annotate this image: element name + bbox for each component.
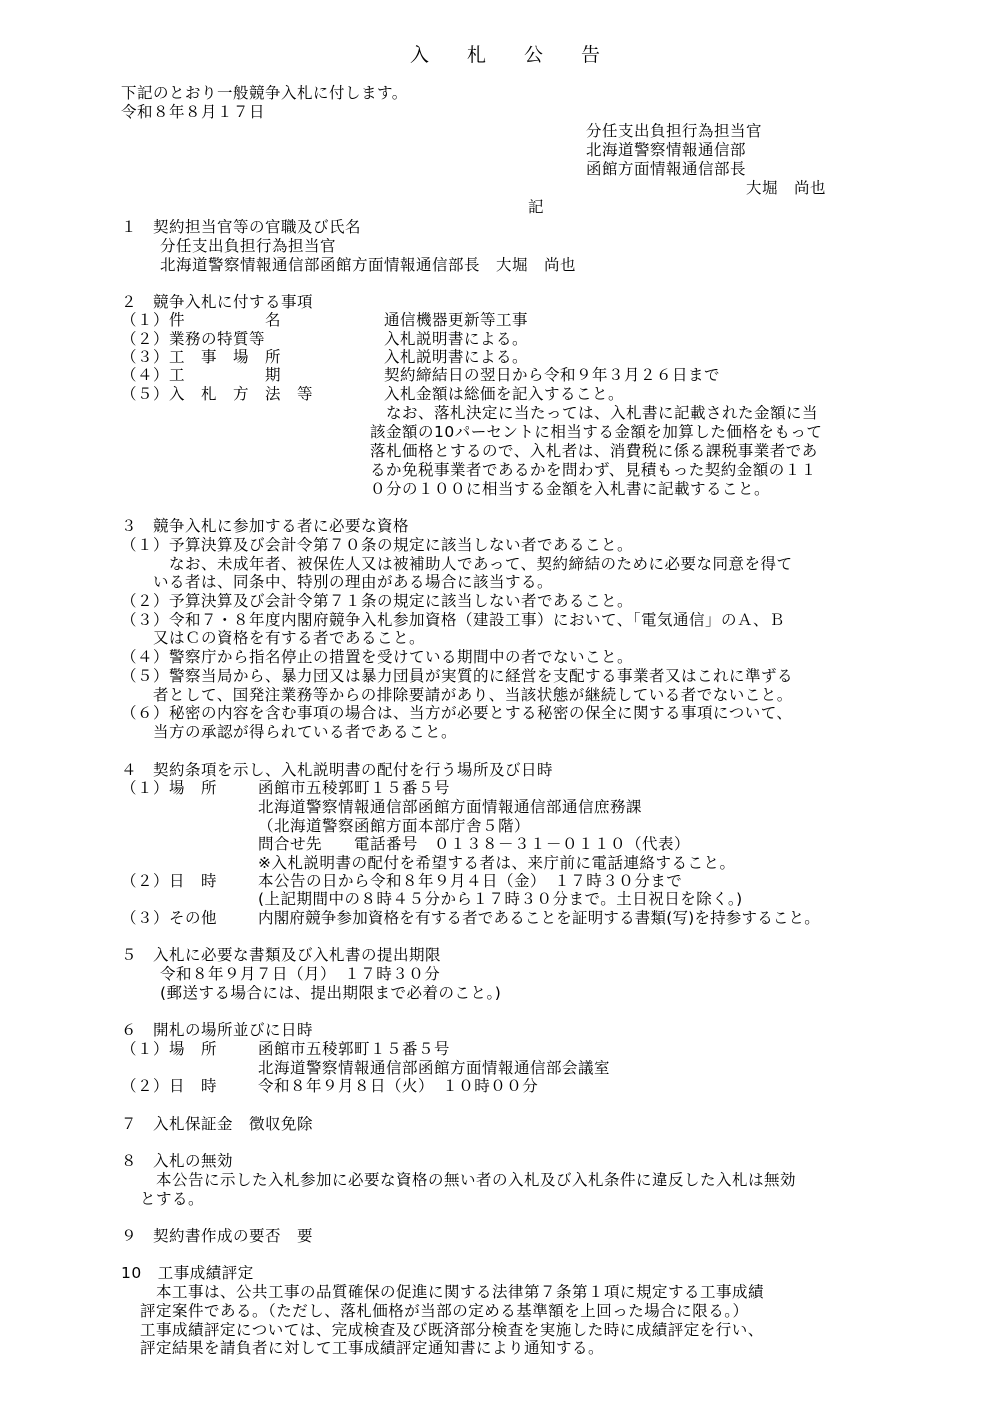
issuer-org-2: 函館方面情報通信部長 xyxy=(586,160,747,178)
s2-item-value: 入札金額は総価を記入すること。 xyxy=(384,385,625,403)
s3-line: （３）令和７・８年度内閣府競争入札参加資格（建設工事）において、「電気通信」のＡ、Ｂ xyxy=(121,611,785,629)
s3-line: （４）警察庁から指名停止の措置を受けている期間中の者でないこと。 xyxy=(121,648,634,666)
document-title: 入 札 公 告 xyxy=(410,44,601,66)
s4-note: ※入札説明書の配付を希望する者は、来庁前に電話連絡すること。 xyxy=(258,854,736,872)
s10-heading: 10 工事成績評定 xyxy=(121,1264,254,1282)
s2-cont-line: ０分の１００に相当する金額を入札書に記載すること。 xyxy=(370,480,771,498)
s8-line: とする。 xyxy=(140,1190,205,1208)
s2-item-label: （２）業務の特質等 xyxy=(121,330,266,348)
s2-item-label: （１）件 名 xyxy=(121,311,282,329)
issuer-org-1: 北海道警察情報通信部 xyxy=(586,141,747,159)
s1-line: 北海道警察情報通信部函館方面情報通信部長 大堀 尚也 xyxy=(160,256,577,274)
s4-value: （北海道警察函館方面本部庁舎５階） xyxy=(258,817,531,835)
s10-line: 評定結果を請負者に対して工事成績評定通知書により通知する。 xyxy=(140,1339,605,1357)
s1-line: 分任支出負担行為担当官 xyxy=(160,237,337,255)
s6-value: 函館市五稜郭町１５番５号 xyxy=(258,1040,451,1058)
s2-item-label: （３）工 事 場 所 xyxy=(121,348,282,366)
ki-mark: 記 xyxy=(528,198,545,216)
s3-line: 者として、国発注業務等からの排除要請があり、当該状態が継続している者でないこと。 xyxy=(121,686,793,704)
s3-line: （６）秘密の内容を含む事項の場合は、当方が必要とする秘密の保全に関する事項について、 xyxy=(121,704,793,722)
s3-line: （２）予算決算及び会計令第７１条の規定に該当しない者であること。 xyxy=(121,592,634,610)
s9-heading: ９ 契約書作成の要否 要 xyxy=(121,1227,314,1245)
s2-item-value: 入札説明書による。 xyxy=(384,330,529,348)
s10-line: 工事成績評定については、完成検査及び既済部分検査を実施した時に成績評定を行い、 xyxy=(140,1321,764,1339)
s4-value: 本公告の日から令和８年９月４日（金） １７時３０分まで xyxy=(258,872,683,890)
s3-line: （５）警察当局から、暴力団又は暴力団員が実質的に経営を支配する事業者又はこれに準ずる xyxy=(121,667,794,685)
s3-line: 当方の承認が得られている者であること。 xyxy=(121,723,458,741)
s5-note: (郵送する場合には、提出期限まで必着のこと。) xyxy=(160,984,502,1002)
s6-value: 北海道警察情報通信部函館方面情報通信部会議室 xyxy=(258,1059,611,1077)
notice-date: 令和８年８月１７日 xyxy=(121,103,266,121)
s6-label: （２）日 時 xyxy=(121,1077,218,1095)
s6-value: 令和８年９月８日（火） １０時００分 xyxy=(258,1077,539,1095)
s2-item-value: 契約締結日の翌日から令和９年３月２６日まで xyxy=(384,366,721,384)
s4-value: 内閣府競争参加資格を有する者であることを証明する書類(写)を持参すること。 xyxy=(258,909,820,927)
s4-value: 北海道警察情報通信部函館方面情報通信部通信庶務課 xyxy=(258,798,643,816)
intro-text: 下記のとおり一般競争入札に付します。 xyxy=(121,84,408,102)
s3-line: なお、未成年者、被保佐人又は被補助人であって、契約締結のために必要な同意を得て xyxy=(121,555,793,573)
s8-line: 本公告に示した入札参加に必要な資格の無い者の入札及び入札条件に違反した入札は無効 xyxy=(140,1171,797,1189)
s1-heading: １ 契約担当官等の官職及び氏名 xyxy=(121,218,362,236)
s8-heading: ８ 入札の無効 xyxy=(121,1152,234,1170)
s10-line: 本工事は、公共工事の品質確保の促進に関する法律第７条第１項に規定する工事成績 xyxy=(140,1283,765,1301)
s4-label: （１）場 所 xyxy=(121,779,218,797)
s6-label: （１）場 所 xyxy=(121,1040,218,1058)
s4-value: (上記期間中の８時４５分から１７時３０分まで。土日祝日を除く。) xyxy=(258,890,743,908)
s3-line: （１）予算決算及び会計令第７０条の規定に該当しない者であること。 xyxy=(121,536,634,554)
s2-cont-line: るか免税事業者であるかを問わず、見積もった契約金額の１１ xyxy=(370,461,817,479)
s5-deadline: 令和８年９月７日（月） １７時３０分 xyxy=(160,965,441,983)
s4-label: （２）日 時 xyxy=(121,872,218,890)
issuer-role: 分任支出負担行為担当官 xyxy=(586,122,763,140)
s3-line: 又はＣの資格を有する者であること。 xyxy=(121,629,426,647)
s5-heading: ５ 入札に必要な書類及び入札書の提出期限 xyxy=(121,946,442,964)
s2-cont-line: なお、落札決定に当たっては、入札書に記載された金額に当 xyxy=(370,404,819,422)
s6-heading: ６ 開札の場所並びに日時 xyxy=(121,1021,314,1039)
s2-heading: ２ 競争入札に付する事項 xyxy=(121,293,314,311)
s2-item-label: （５）入 札 方 法 等 xyxy=(121,385,314,403)
issuer-name: 大堀 尚也 xyxy=(746,179,827,197)
s2-cont-line: 該金額の10パーセントに相当する金額を加算した価格をもって xyxy=(370,423,823,441)
s2-item-value: 入札説明書による。 xyxy=(384,348,529,366)
s4-label: （３）その他 xyxy=(121,909,218,927)
s4-value: 函館市五稜郭町１５番５号 xyxy=(258,779,451,797)
s4-contact: 問合せ先 電話番号 ０１３８－３１－０１１０（代表） xyxy=(258,835,691,853)
s3-line: いる者は、同条中、特別の理由がある場合に該当する。 xyxy=(121,573,554,591)
s3-heading: ３ 競争入札に参加する者に必要な資格 xyxy=(121,517,410,535)
s2-item-value: 通信機器更新等工事 xyxy=(384,311,529,329)
s4-heading: ４ 契約条項を示し、入札説明書の配付を行う場所及び日時 xyxy=(121,761,554,779)
s7-heading: ７ 入札保証金 徴収免除 xyxy=(121,1115,314,1133)
s10-line: 評定案件である。（ただし、落札価格が当部の定める基準額を上回った場合に限る。） xyxy=(140,1302,749,1320)
s2-cont-line: 落札価格とするので、入札者は、消費税に係る課税事業者であ xyxy=(370,442,818,460)
s2-item-label: （４）工 期 xyxy=(121,366,282,384)
